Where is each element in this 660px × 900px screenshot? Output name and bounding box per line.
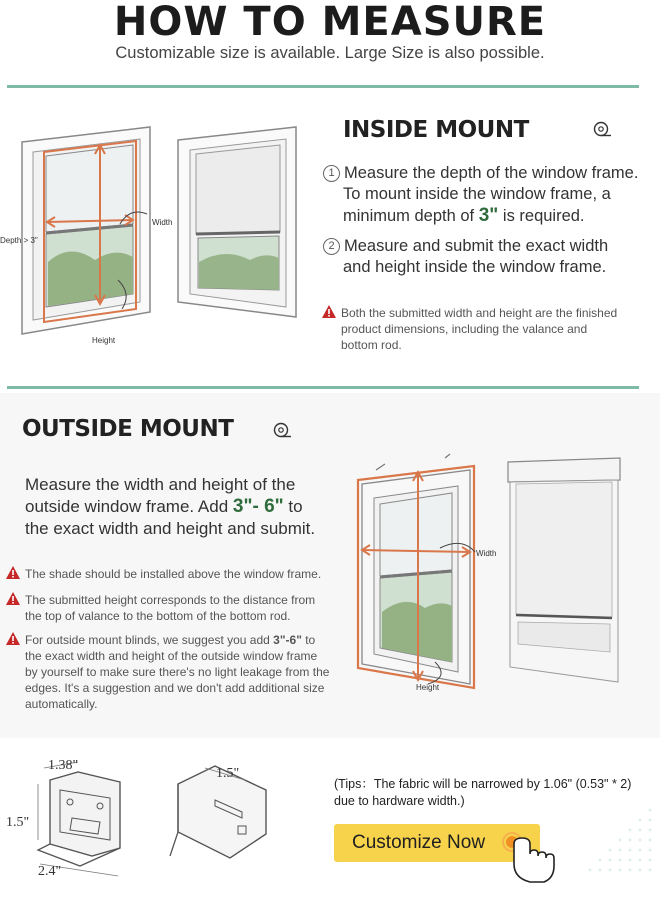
outside-mount-instructions: Measure the width and height of the outside window frame. Add 3"- 6" to the exact width and height and submit. <box>25 475 316 538</box>
decorative-dot-pattern <box>560 790 660 900</box>
dimension-width-top: 1.38" <box>48 758 79 773</box>
depth-highlight: 3" <box>478 205 499 226</box>
step-number-2: 2 <box>323 238 340 255</box>
outside-window-shade-illustration <box>508 458 620 682</box>
inside-mount-heading: INSIDE MOUNT <box>343 117 529 143</box>
warning-icon <box>322 305 336 318</box>
suggested-range: 3"-6" <box>273 633 302 647</box>
inside-mount-diagram <box>0 112 300 352</box>
inside-step-1-line-1: Measure the depth of the window frame. <box>344 164 639 182</box>
inside-step-1-line-3: minimum depth of 3" is required. <box>343 205 585 226</box>
dimension-side: 1.5" <box>216 766 240 781</box>
warning-icon <box>6 566 20 579</box>
page-subtitle: Customizable size is available. Large Size is also possible. <box>115 44 545 62</box>
outside-mount-diagram <box>350 452 630 702</box>
inside-step-1-line-2: To mount inside the window frame, a <box>343 185 611 203</box>
outside-window-illustration <box>358 454 475 688</box>
tape-measure-icon <box>592 120 612 140</box>
mounting-bracket-diagram <box>30 760 290 885</box>
inside-window-shade-illustration <box>178 127 296 317</box>
divider-middle <box>7 386 639 389</box>
dimension-depth: 2.4" <box>38 864 62 879</box>
tape-measure-icon <box>272 421 292 441</box>
inside-step-2-line-1: Measure and submit the exact width <box>344 237 609 255</box>
outside-mount-heading: OUTSIDE MOUNT <box>22 416 234 442</box>
depth-label: Depth > 3" <box>0 236 38 245</box>
inside-warning: Both the submitted width and height are the finished product dimensions, including the valance and bottom rod. <box>322 305 660 353</box>
customize-now-label: Customize Now <box>352 832 486 853</box>
width-label-inside: Width <box>152 218 173 227</box>
warning-icon <box>6 632 20 645</box>
bracket-front-illustration <box>38 762 120 876</box>
outside-warning-2: The submitted height corresponds to the distance from the top of valance to the bottom of the bottom rod. <box>6 592 355 624</box>
inside-step-1 <box>323 163 653 227</box>
outside-warning-3: For outside mount blinds, we suggest you add 3"-6" to the exact width and height of the outside window frame by yourself to make sure there's no light leakage from the edges. It's a suggestion and we don't add additional size automatically. <box>6 632 360 712</box>
dimension-height: 1.5" <box>6 815 30 830</box>
warning-icon <box>6 592 20 605</box>
inside-step-2 <box>323 236 653 278</box>
tips-note: (Tips：The fabric will be narrowed by 1.06" (0.53" * 2) due to hardware width.) <box>334 777 632 808</box>
width-label-outside: Width <box>476 549 497 558</box>
hand-pointer-icon <box>500 832 562 886</box>
page-title: HOW TO MEASURE <box>113 0 547 45</box>
outside-warning-1: The shade should be installed above the window frame. <box>6 566 355 582</box>
step-number-1: 1 <box>323 165 340 182</box>
height-label-outside: Height <box>416 683 440 692</box>
height-label-inside: Height <box>92 336 116 345</box>
inside-step-2-line-2: and height inside the window frame. <box>343 258 607 276</box>
divider-top <box>7 85 639 88</box>
range-highlight: 3"- 6" <box>232 496 284 517</box>
inside-window-illustration <box>22 127 150 334</box>
